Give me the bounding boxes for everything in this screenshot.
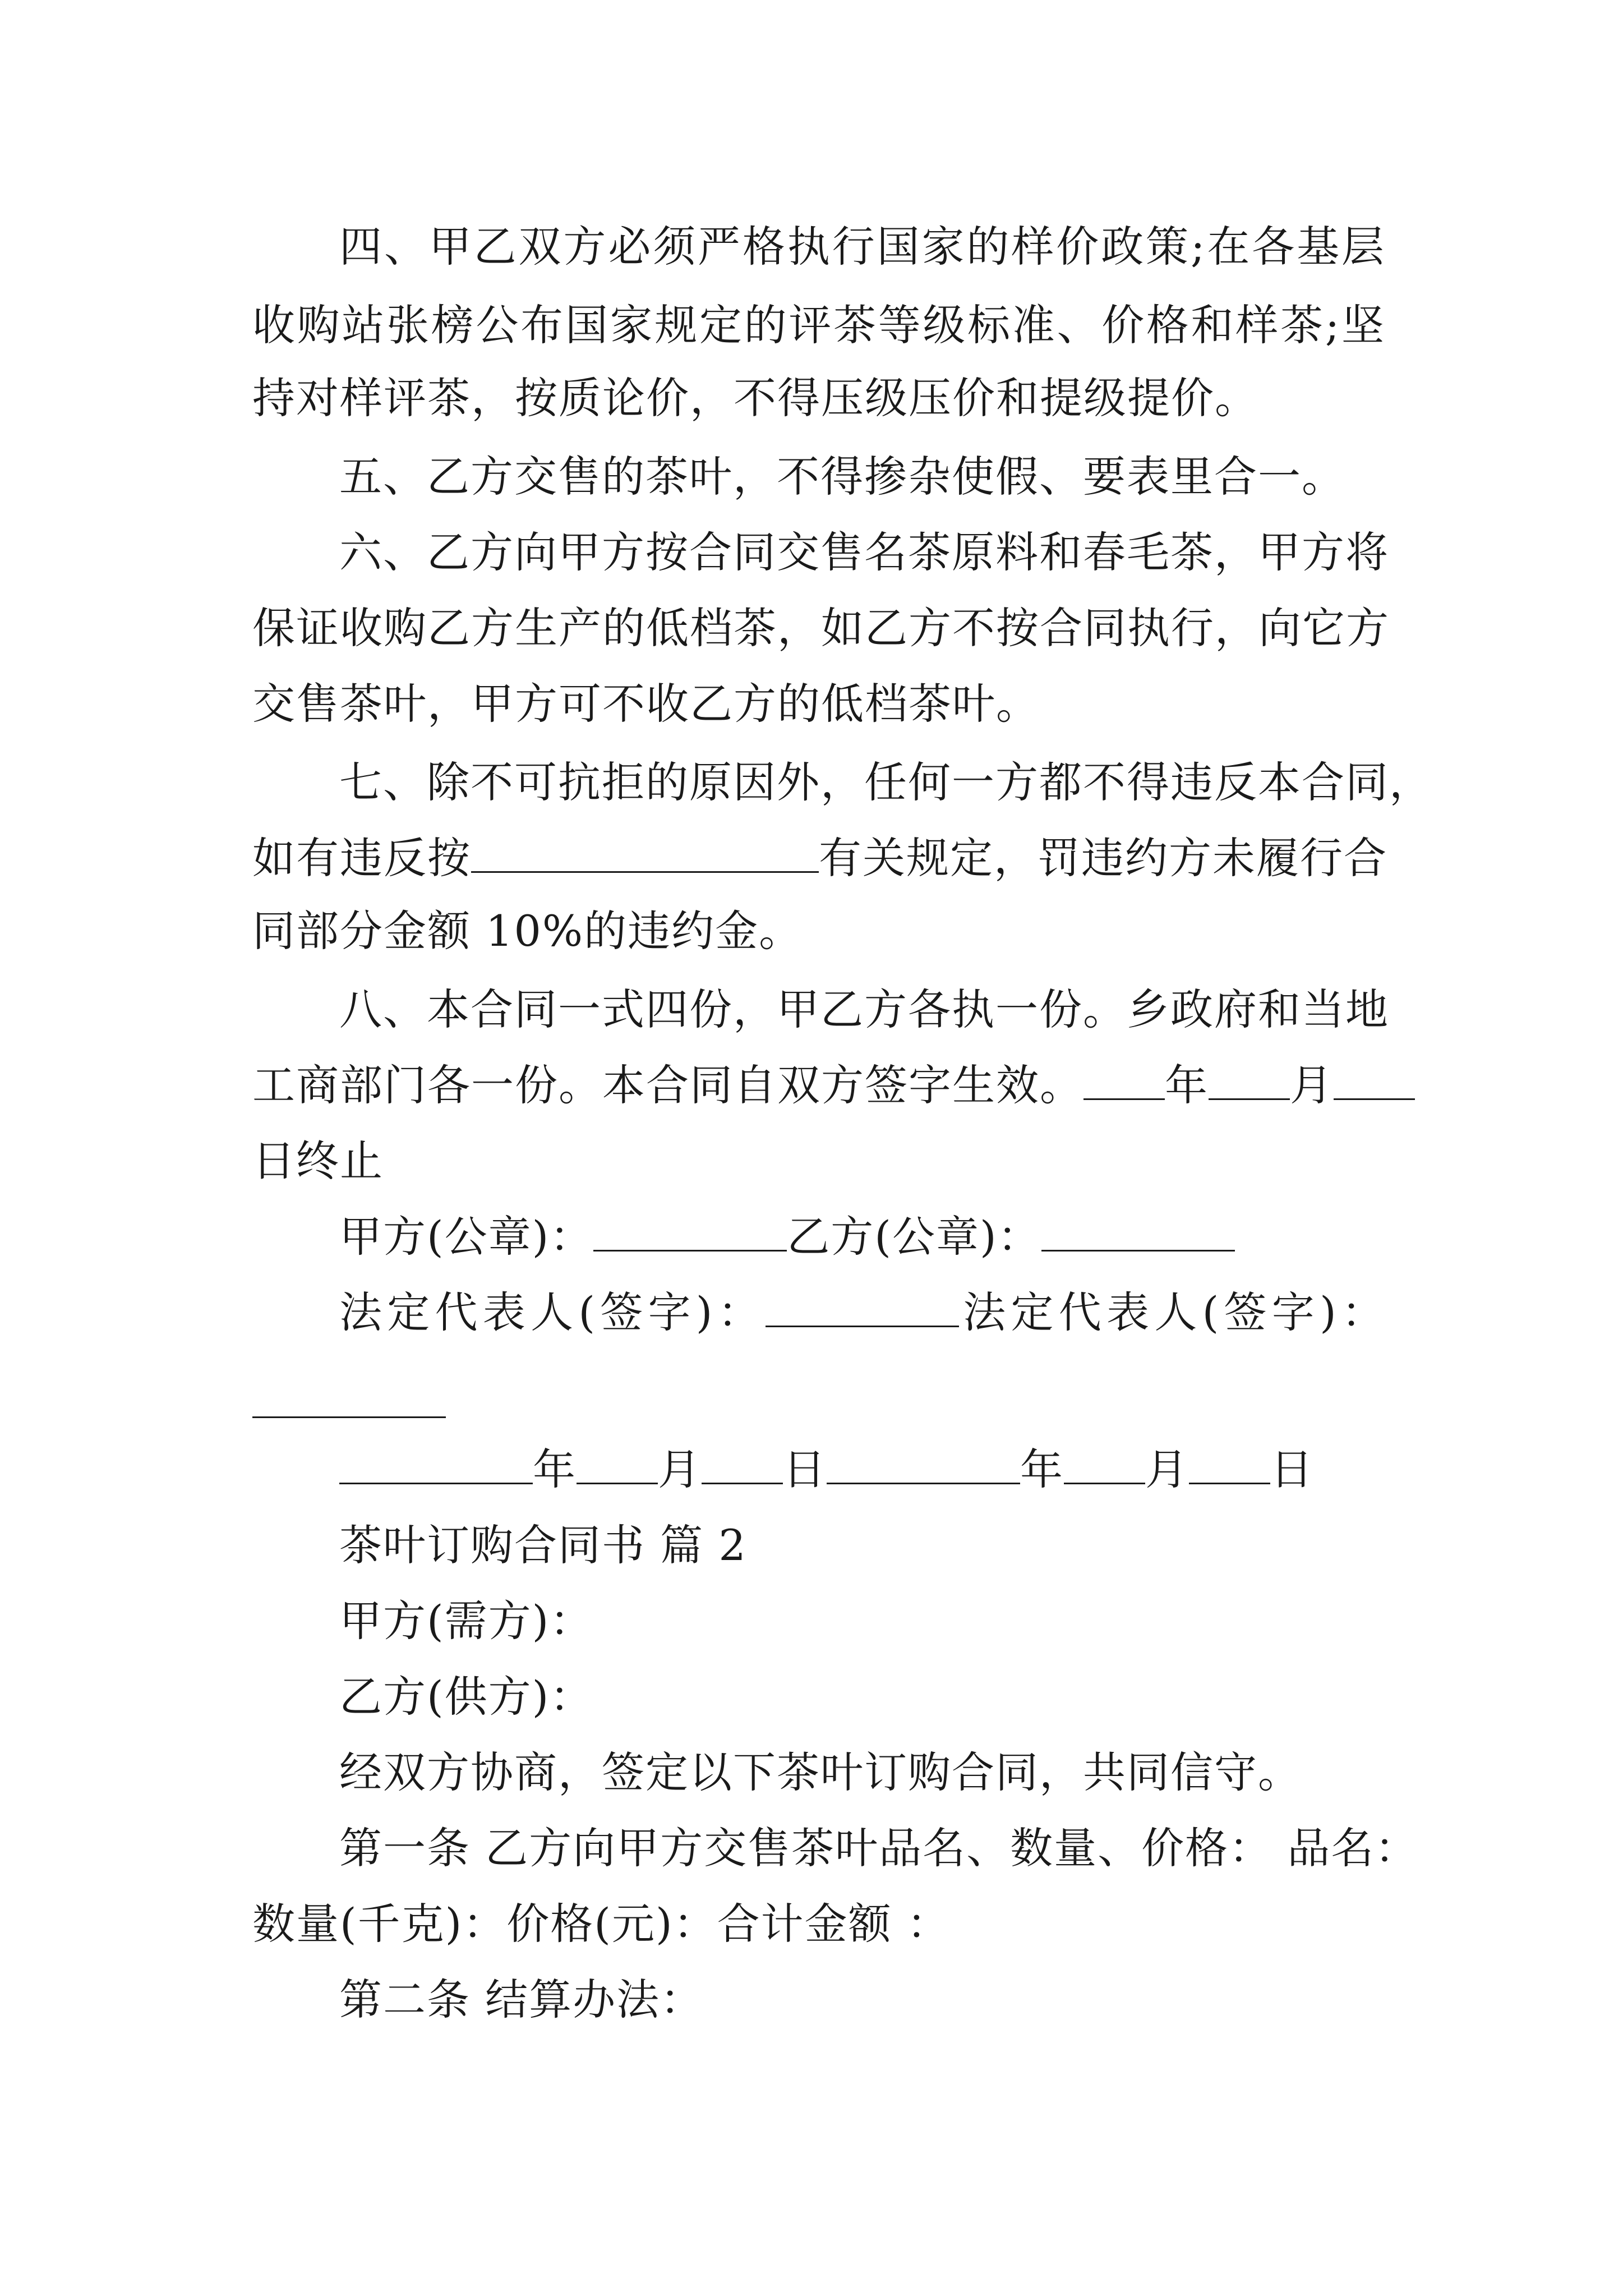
legal-rep-b-label: 法定代表人(签字)： — [959, 1287, 1385, 1337]
seal-line — [339, 1209, 1235, 1265]
party-a-seal-label: 甲方(公章)： — [339, 1212, 594, 1262]
clause8-line3: 日终止 — [252, 1136, 384, 1186]
end-year-blank — [1083, 1059, 1165, 1100]
end-month-label: 月 — [1290, 1060, 1334, 1110]
clause4-line3: 持对样评茶，按质论价，不得压级压价和提级提价。 — [252, 373, 1258, 423]
section2-party-b: 乙方(供方)： — [339, 1672, 594, 1722]
section2-article1-line1: 第一条 乙方向甲方交售茶叶品名、数量、价格： 品名： — [339, 1823, 1419, 1873]
section2-article1-line2: 数量(千克)：价格(元)：合计金额 ： — [252, 1899, 951, 1949]
legal-rep-b-blank — [252, 1416, 446, 1418]
sign-date-a-day-blank — [702, 1443, 783, 1484]
penalty-regulation-blank — [471, 832, 819, 873]
legal-rep-line — [339, 1285, 1385, 1341]
end-day-blank — [1334, 1059, 1415, 1100]
legal-rep-a-label: 法定代表人(签字)： — [339, 1287, 766, 1337]
clause4-line2: 收购站张榜公布国家规定的评茶等级标准、价格和样茶;坚 — [252, 300, 1385, 350]
clause7-line1: 七、除不可抗拒的原因外，任何一方都不得违反本合同， — [339, 757, 1433, 807]
section2-intro: 经双方协商，签定以下茶叶订购合同，共同信守。 — [339, 1747, 1302, 1797]
clause6-line2: 保证收购乙方生产的低档茶，如乙方不按合同执行，向它方 — [252, 603, 1390, 653]
clause8-line2 — [252, 1057, 1385, 1114]
sign-date-line — [339, 1442, 1314, 1498]
clause7-line2-suffix: 有关规定，罚违约方未履行合 — [819, 833, 1387, 883]
sign-date-a-day: 日 — [783, 1444, 827, 1494]
party-b-seal-label: 乙方(公章)： — [787, 1212, 1041, 1262]
clause6-line3: 交售茶叶，甲方可不收乙方的低档茶叶。 — [252, 679, 1040, 729]
sign-date-b-year-blank — [827, 1443, 1020, 1484]
sign-date-a-year: 年 — [533, 1444, 577, 1494]
clause7-line2 — [252, 830, 1385, 886]
clause5-line1: 五、乙方交售的茶叶，不得掺杂使假、要表里合一。 — [339, 452, 1345, 501]
clause7-line3: 同部分金额 10%的违约金。 — [252, 906, 803, 956]
end-year-label: 年 — [1165, 1060, 1209, 1110]
sign-date-a-month-blank — [577, 1443, 658, 1484]
clause6-line1: 六、乙方向甲方按合同交售名茶原料和春毛茶，甲方将 — [339, 527, 1389, 577]
sign-date-b-day-blank — [1189, 1443, 1270, 1484]
legal-rep-a-blank — [766, 1286, 959, 1327]
sign-date-b-month: 月 — [1145, 1444, 1189, 1494]
sign-date-b-day: 日 — [1270, 1444, 1314, 1494]
clause4-line1: 四、甲乙双方必须严格执行国家的样价政策;在各基层 — [339, 222, 1385, 272]
section2-party-a: 甲方(需方)： — [339, 1596, 594, 1646]
sign-date-b-year: 年 — [1020, 1444, 1064, 1494]
section2-title: 茶叶订购合同书 篇 2 — [339, 1520, 747, 1570]
party-a-seal-blank — [593, 1211, 787, 1251]
section2-article2: 第二条 结算办法： — [339, 1975, 704, 2024]
clause7-line2-prefix: 如有违反按 — [252, 833, 471, 883]
clause8-line2-text: 工商部门各一份。本合同自双方签字生效。 — [252, 1060, 1083, 1110]
party-b-seal-blank — [1041, 1211, 1235, 1251]
end-month-blank — [1209, 1059, 1290, 1100]
clause8-line1: 八、本合同一式四份，甲乙方各执一份。乡政府和当地 — [339, 984, 1389, 1034]
sign-date-a-month: 月 — [658, 1444, 702, 1494]
sign-date-b-month-blank — [1064, 1443, 1145, 1484]
sign-date-a-year-blank — [339, 1443, 533, 1484]
